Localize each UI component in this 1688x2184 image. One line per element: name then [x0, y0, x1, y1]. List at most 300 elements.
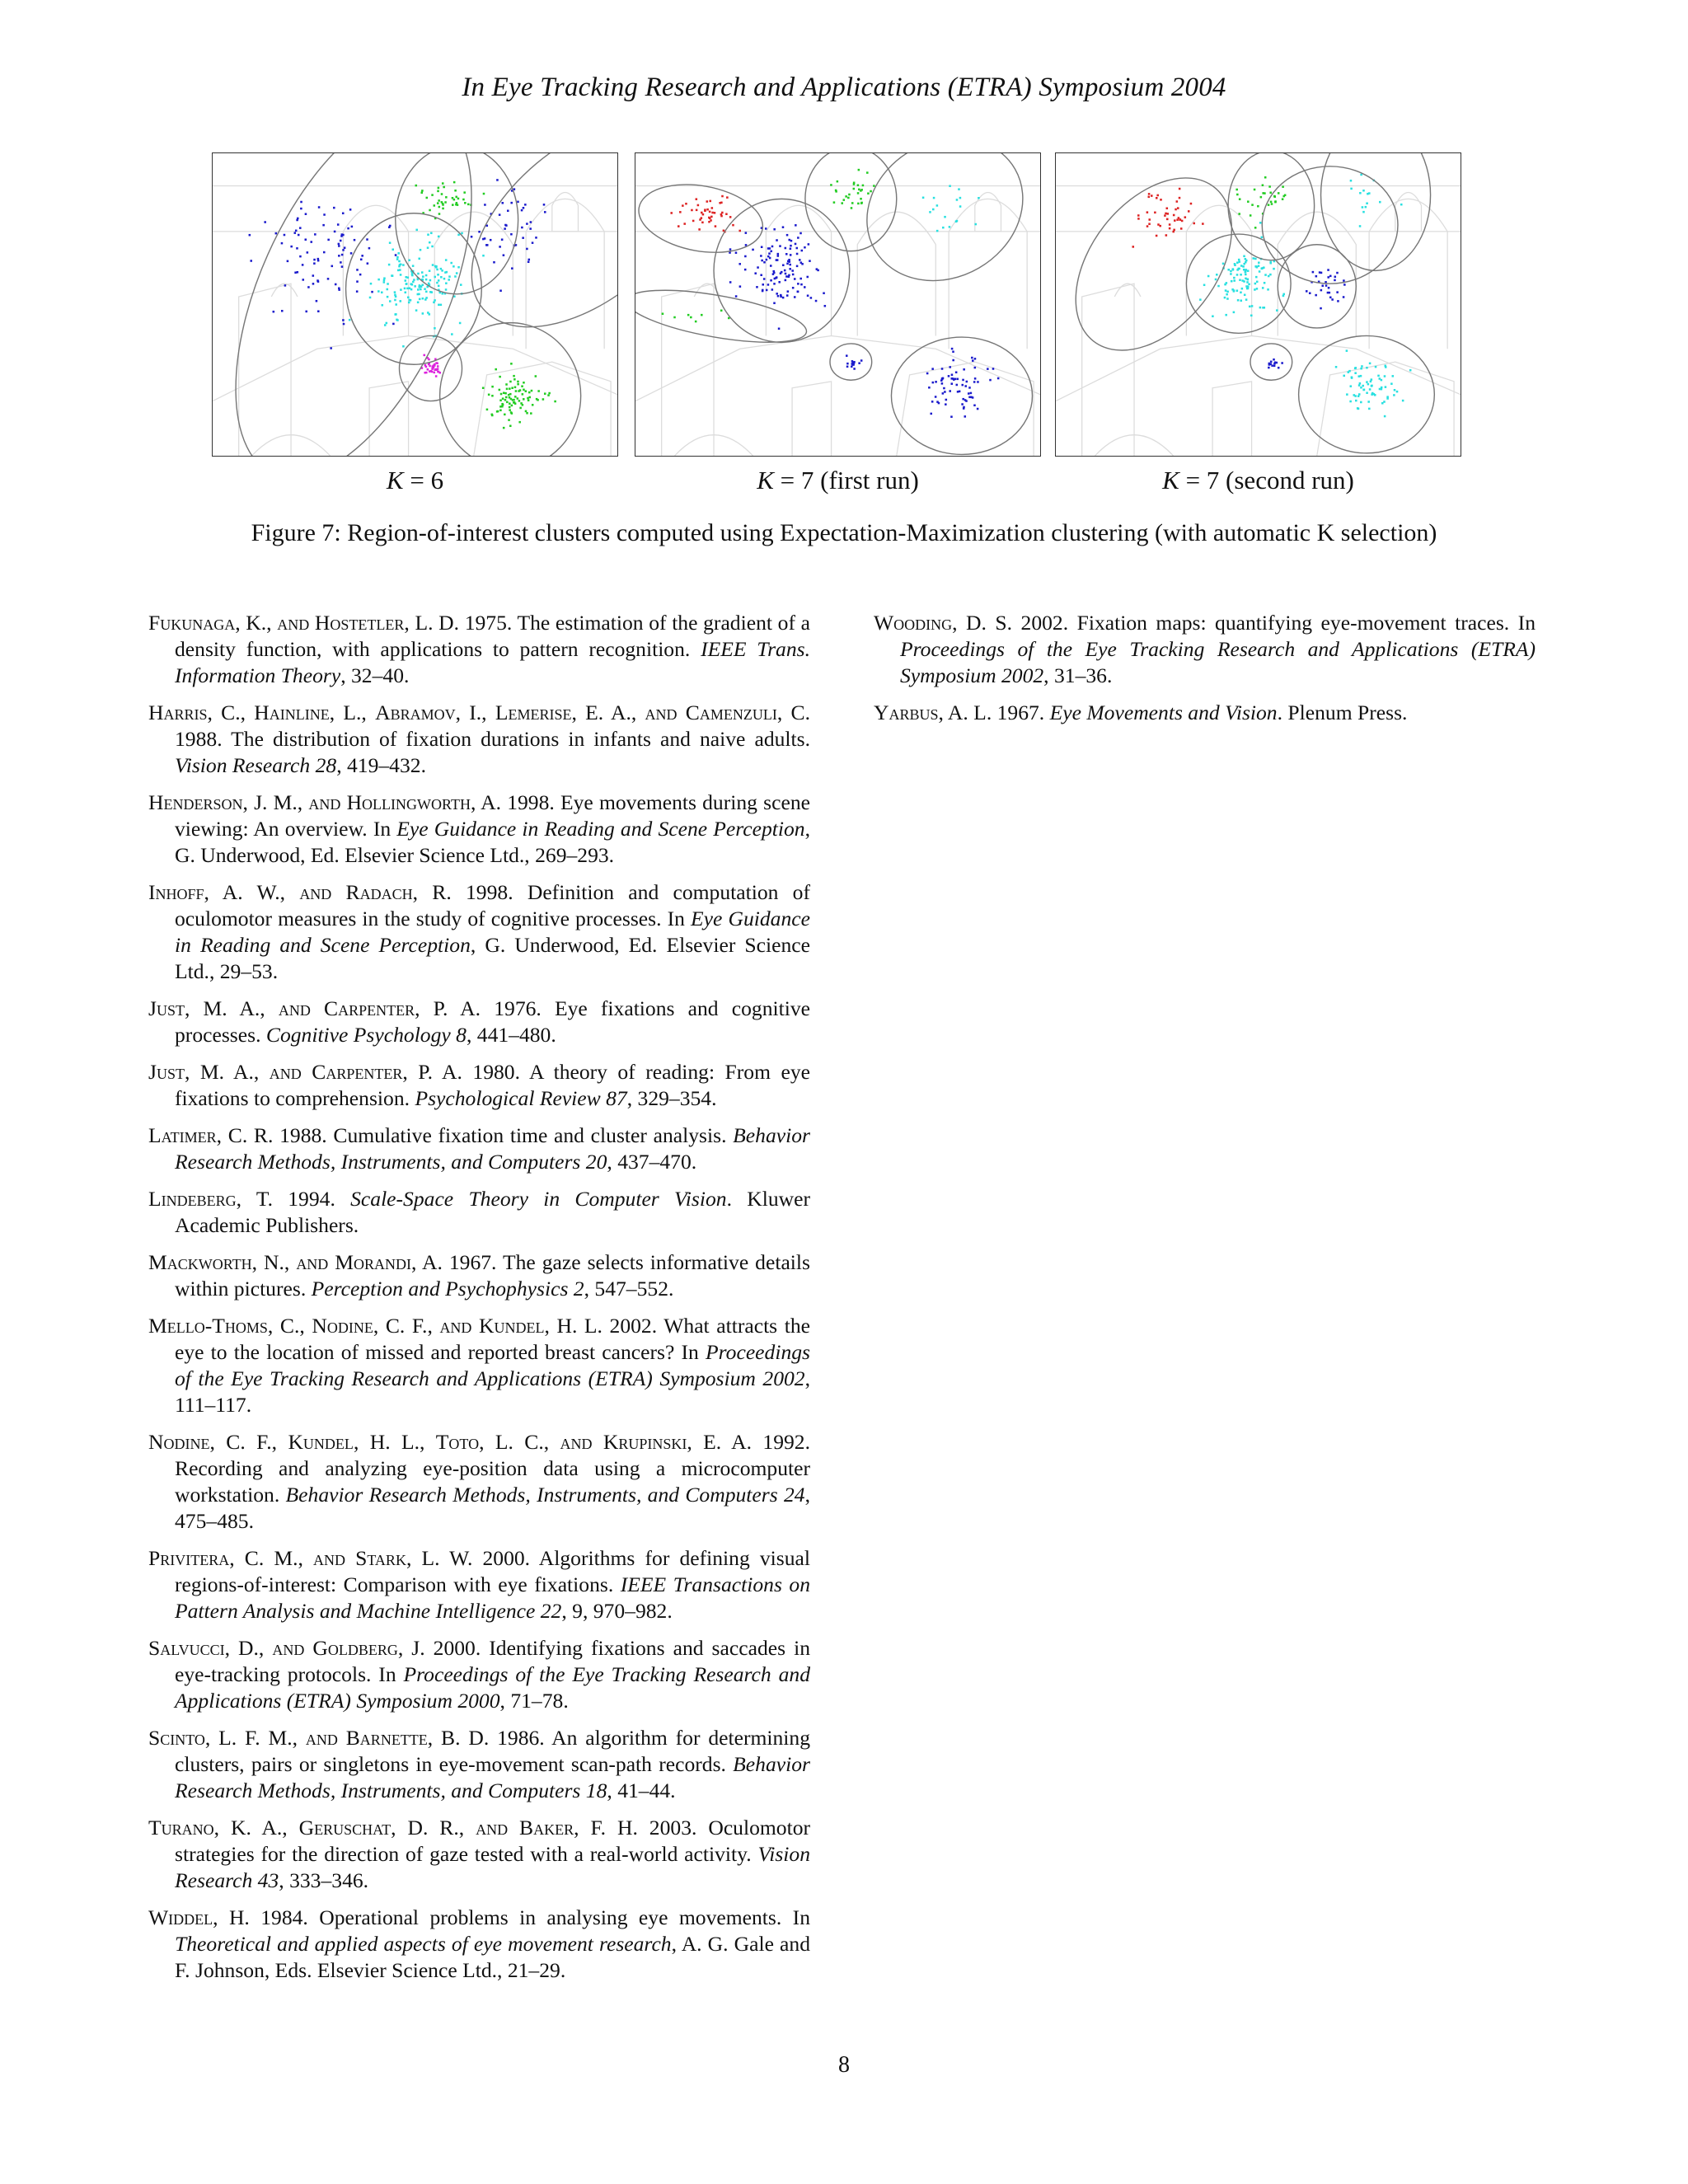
fixation-point	[1236, 194, 1239, 196]
scene-line	[792, 382, 832, 456]
fixation-point	[760, 255, 762, 257]
fixation-point	[281, 242, 284, 245]
fixation-point	[431, 371, 434, 373]
fixation-point	[1246, 281, 1249, 284]
fixation-point	[496, 179, 499, 181]
fixation-point	[525, 410, 528, 413]
reference-text: , D.,	[224, 1636, 273, 1660]
fixation-point	[503, 254, 505, 256]
fixation-point	[399, 300, 401, 302]
fixation-point	[1315, 275, 1318, 278]
fixation-point	[335, 284, 337, 286]
fixation-point	[697, 204, 700, 207]
figure-panel-k6	[212, 152, 618, 457]
fixation-point	[482, 255, 485, 257]
fixation-point	[726, 196, 729, 199]
fixation-point	[448, 279, 450, 281]
fixation-point	[815, 300, 818, 302]
fixation-point	[471, 236, 473, 238]
fixation-point	[853, 183, 856, 185]
reference-text: . Kluwer Academic Publishers.	[175, 1187, 810, 1237]
fixation-point	[662, 312, 664, 315]
fixation-point	[1360, 401, 1362, 404]
fixation-point	[451, 333, 453, 335]
reference-entry	[148, 879, 810, 985]
panel-caption-k6: K = 6	[386, 466, 444, 494]
fixation-point	[698, 228, 701, 231]
fixation-point	[313, 262, 316, 265]
scene-line	[213, 335, 617, 401]
reference-author: Lemerise	[495, 701, 572, 724]
fixation-point	[413, 279, 415, 281]
fixation-point	[1329, 275, 1332, 278]
fixation-point	[943, 387, 945, 390]
fixation-point	[273, 311, 275, 313]
fixation-point	[767, 255, 770, 258]
fixation-point	[963, 368, 965, 371]
fixation-point	[824, 305, 827, 307]
reference-entry	[148, 610, 810, 689]
reference-author: and Krupinski	[560, 1430, 687, 1454]
fixation-point	[411, 274, 414, 276]
fixation-point	[1379, 201, 1381, 204]
reference-entry	[148, 1313, 810, 1418]
fixation-point	[971, 357, 973, 359]
reference-text: , L. W. 2000. Algorithms for defining visual regions-of-interest: Comparison with eye fixations.	[175, 1546, 811, 1596]
fixation-point	[341, 233, 344, 236]
reference-text: , A. 1998. Eye movements during scene viewing: An overview. In	[175, 790, 810, 841]
fixation-point	[418, 258, 420, 260]
fixation-point	[438, 199, 440, 202]
fixation-point	[926, 373, 929, 375]
fixation-point	[1268, 367, 1270, 369]
fixation-point	[953, 378, 955, 381]
fixation-point	[1254, 258, 1257, 260]
fixation-point	[1247, 286, 1250, 288]
fixation-point	[788, 274, 790, 277]
fixation-point	[509, 406, 511, 409]
fixation-point	[389, 241, 392, 244]
fixation-point	[532, 241, 534, 244]
scene-background	[213, 186, 617, 456]
reference-entry	[148, 1186, 810, 1239]
reference-author: Widdel	[148, 1905, 213, 1929]
fixation-point	[776, 293, 778, 295]
fixation-point	[1359, 382, 1362, 385]
fixation-point	[462, 199, 465, 201]
fixation-point	[951, 373, 954, 376]
fixation-point	[504, 227, 506, 230]
fixation-point	[531, 390, 533, 392]
fixation-point	[738, 263, 741, 265]
fixation-point	[1359, 192, 1362, 194]
fixation-point	[711, 207, 714, 209]
fixation-point	[797, 283, 799, 285]
fixation-point	[936, 230, 939, 232]
fixation-point	[754, 272, 757, 274]
reference-text: , M. A.,	[184, 996, 279, 1020]
fixation-point	[394, 294, 396, 297]
fixation-point	[513, 375, 515, 377]
fixation-point	[1166, 213, 1169, 215]
fixation-point	[788, 260, 790, 263]
fixation-point	[484, 204, 486, 206]
fixation-point	[959, 391, 961, 393]
fixation-point	[789, 268, 791, 270]
fixation-point	[673, 316, 676, 319]
fixation-point	[493, 261, 495, 264]
fixation-point	[1273, 365, 1276, 368]
fixation-point	[956, 384, 959, 387]
fixation-point	[505, 224, 508, 227]
reference-text: , C. F.,	[373, 1314, 440, 1338]
fixation-point	[851, 366, 853, 368]
fixation-point	[436, 269, 438, 271]
fixation-point	[1254, 189, 1256, 191]
reference-author: Nodine	[148, 1430, 210, 1454]
fixation-point	[938, 402, 940, 405]
fixation-point	[250, 260, 252, 262]
fixation-point	[437, 190, 439, 193]
scene-line	[1369, 199, 1447, 349]
fixation-point	[1402, 400, 1404, 402]
fixation-point	[486, 244, 489, 246]
fixation-point	[804, 286, 806, 288]
reference-text: , R. 1998. Definition and computation of oculomotor measures in the study of cognitive processes. In	[175, 880, 811, 930]
fixation-point	[785, 273, 787, 275]
reference-author: Toto	[435, 1430, 480, 1454]
fixation-point	[544, 211, 546, 213]
fixation-point	[502, 202, 504, 204]
fixation-point	[495, 368, 497, 371]
reference-text: . Plenum Press.	[1277, 701, 1408, 724]
fixation-point	[305, 311, 307, 313]
fixation-point	[429, 291, 432, 293]
fixation-point	[422, 275, 424, 278]
fixation-point	[1384, 415, 1386, 418]
fixation-point	[349, 209, 352, 211]
fixation-point	[300, 208, 302, 210]
fixation-point	[1251, 204, 1254, 206]
fixation-point	[801, 250, 804, 252]
fixation-point	[1393, 394, 1395, 396]
fixation-point	[381, 304, 383, 307]
fixation-point	[1327, 269, 1329, 271]
fixation-point	[445, 288, 448, 291]
fixation-point	[415, 185, 418, 187]
fixation-point	[404, 288, 406, 290]
fixation-point	[1315, 294, 1317, 297]
fixation-point	[414, 285, 416, 288]
fixation-point	[435, 368, 438, 371]
fixation-point	[1328, 287, 1330, 289]
scene-line	[857, 212, 935, 335]
fixation-point	[725, 213, 728, 215]
fixation-point	[322, 224, 325, 227]
fixation-point	[955, 220, 958, 223]
fixation-point	[1227, 269, 1230, 271]
fixation-point	[427, 246, 429, 249]
fixation-point	[445, 282, 448, 284]
fixation-point	[434, 265, 437, 268]
fixation-point	[1241, 288, 1244, 290]
scene-line	[474, 362, 611, 456]
fixation-point	[496, 410, 499, 413]
reference-venue: Theoretical and applied aspects of eye movement research	[175, 1932, 672, 1956]
fixation-point	[964, 415, 967, 418]
reference-author: Latimer	[148, 1123, 217, 1147]
fixation-point	[952, 350, 954, 353]
fixation-point	[338, 255, 340, 257]
fixation-point	[789, 264, 791, 266]
fixation-point	[424, 298, 427, 301]
fixation-point	[959, 205, 962, 208]
fixation-point	[773, 302, 776, 304]
fixation-point	[1202, 223, 1204, 225]
fixation-point	[389, 225, 392, 227]
fixation-point	[763, 278, 766, 280]
reference-entry	[874, 610, 1536, 689]
fixation-point	[1343, 279, 1345, 282]
fixation-point	[1357, 395, 1360, 397]
fixation-point	[756, 286, 758, 288]
reference-text: , L. D. 1975. The estimation of the gradient of a density function, with applications to pattern recognition.	[175, 611, 810, 661]
reference-text: , 333–346.	[279, 1868, 369, 1892]
fixation-point	[1251, 305, 1254, 307]
fixation-point	[792, 274, 795, 276]
fixation-point	[1362, 206, 1364, 209]
fixation-point	[777, 255, 780, 257]
fixation-point	[787, 290, 790, 293]
fixation-point	[777, 253, 780, 255]
fixation-point	[958, 188, 960, 190]
fixation-point	[782, 297, 785, 299]
reference-author: and Stark	[313, 1546, 406, 1570]
reference-author: Inhoff	[148, 880, 204, 904]
reference-author: and Carpenter	[269, 1060, 403, 1084]
fixation-point	[440, 268, 443, 270]
fixation-point	[457, 266, 460, 269]
fixation-point	[1260, 196, 1263, 199]
fixation-point	[349, 319, 351, 321]
figure-panel-k7-first-run	[635, 152, 1041, 457]
fixation-point	[300, 201, 302, 204]
fixation-point	[1148, 223, 1151, 225]
fixation-point	[428, 313, 430, 316]
reference-venue: Vision Research 43	[175, 1842, 810, 1892]
fixation-point	[670, 212, 673, 214]
fixation-point	[843, 199, 846, 201]
fixation-point	[422, 298, 424, 300]
fixation-point	[438, 236, 440, 238]
fixation-point	[744, 269, 747, 271]
fixation-point	[780, 272, 782, 274]
fixation-point	[807, 294, 809, 297]
fixation-point	[1370, 381, 1372, 383]
panel-plot	[1056, 153, 1461, 456]
fixation-point	[522, 404, 524, 406]
fixation-point	[962, 398, 964, 401]
fixation-point	[1238, 260, 1240, 263]
fixation-point	[503, 427, 505, 429]
fixation-point	[337, 223, 340, 226]
fixation-point	[777, 295, 780, 298]
fixation-point	[997, 377, 1000, 380]
fixation-point	[305, 213, 307, 215]
fixation-point	[941, 382, 944, 385]
fixation-point	[989, 379, 992, 382]
fixation-point	[518, 421, 521, 424]
fixation-point	[467, 204, 470, 206]
reference-author: Kundel	[288, 1430, 354, 1454]
fixation-point	[1271, 364, 1273, 367]
reference-text: , F. H. 2003. Oculomotor strategies for the direction of gaze tested with a real-world activity.	[175, 1816, 811, 1866]
fixation-point	[294, 271, 297, 274]
fixation-point	[509, 396, 511, 399]
fixation-point	[949, 185, 951, 187]
fixation-point	[513, 378, 516, 381]
fixation-point	[1236, 189, 1238, 191]
fixation-point	[389, 300, 392, 302]
reference-text: , A. 1967. The gaze selects informative details within pictures.	[175, 1250, 810, 1301]
fixation-point	[770, 251, 772, 253]
fixation-point	[438, 304, 440, 307]
fixation-point	[1156, 194, 1159, 197]
fixation-point	[434, 204, 436, 207]
fixation-point	[510, 363, 513, 365]
fixation-point	[1244, 294, 1246, 297]
scene-line	[766, 205, 831, 335]
fixation-point	[409, 287, 411, 289]
fixation-point	[678, 225, 680, 227]
fixation-point	[509, 387, 511, 390]
fixation-point	[1263, 266, 1265, 269]
fixation-point	[785, 275, 788, 278]
running-head: In Eye Tracking Research and Applications (ETRA) Symposium 2004	[462, 73, 1226, 102]
fixation-point	[410, 299, 412, 302]
fixation-point	[316, 300, 318, 302]
fixation-point	[523, 382, 525, 384]
fixation-point	[437, 371, 439, 373]
fixation-point	[499, 246, 501, 248]
fixation-point	[823, 292, 825, 294]
fixation-point	[249, 234, 251, 237]
fixation-point	[851, 363, 854, 366]
fixation-point	[795, 224, 797, 227]
fixation-point	[1176, 218, 1179, 221]
fixation-point	[735, 295, 738, 298]
fixation-point	[1377, 375, 1380, 377]
fixation-point	[407, 276, 410, 279]
fixation-point	[508, 419, 510, 421]
fixation-point	[482, 387, 485, 389]
reference-text: , I.,	[455, 701, 495, 724]
fixation-point	[521, 385, 523, 387]
fixation-point	[298, 234, 300, 237]
fixation-point	[420, 192, 423, 194]
fixation-point	[845, 195, 847, 198]
fixation-point	[1346, 349, 1348, 352]
fixation-point	[512, 399, 514, 401]
fixation-point	[851, 207, 853, 209]
cluster-ellipse	[213, 153, 520, 456]
fixation-point	[1360, 375, 1362, 377]
reference-text: , A. G. Gale and F. Johnson, Eds. Elsevier Science Ltd., 21–29.	[175, 1932, 811, 1982]
cluster-points	[670, 195, 741, 233]
fixation-point	[338, 287, 340, 289]
fixation-point	[446, 271, 448, 274]
fixation-point	[532, 404, 534, 406]
fixation-point	[1180, 227, 1183, 230]
fixation-point	[421, 190, 424, 192]
fixation-point	[354, 239, 356, 241]
fixation-point	[515, 390, 518, 392]
fixation-point	[411, 284, 414, 286]
reference-author: and Radach	[299, 880, 413, 904]
scene-background	[1056, 186, 1461, 456]
fixation-point	[299, 227, 302, 229]
reference-venue: Perception and Psychophysics 2	[311, 1277, 584, 1301]
fixation-point	[507, 209, 509, 212]
reference-venue: Eye Guidance in Reading and Scene Perception	[175, 907, 810, 957]
reference-text: , M. A.,	[184, 1060, 270, 1084]
reference-text: , G. Underwood, Ed. Elsevier Science Ltd., 269–293.	[175, 817, 811, 867]
reference-entry	[148, 790, 810, 869]
fixation-point	[1350, 180, 1353, 182]
fixation-point	[396, 319, 399, 321]
fixation-point	[949, 226, 951, 228]
fixation-point	[1226, 293, 1228, 296]
fixation-point	[1176, 200, 1179, 203]
fixation-point	[459, 322, 462, 325]
fixation-point	[945, 399, 948, 401]
fixation-point	[509, 381, 512, 383]
fixation-point	[442, 182, 444, 185]
fixation-point	[1282, 185, 1284, 188]
reference-venue: Proceedings of the Eye Tracking Research and Applications (ETRA) Symposium 2002	[900, 637, 1536, 687]
fixation-point	[510, 233, 513, 236]
fixation-point	[804, 246, 806, 249]
fixation-point	[441, 193, 443, 195]
fixation-point	[1172, 231, 1175, 233]
reference-text: , D. R.,	[391, 1816, 476, 1840]
cluster-points	[1306, 269, 1346, 309]
fixation-point	[1334, 279, 1336, 282]
fixation-point	[396, 258, 399, 260]
fixation-point	[942, 377, 945, 380]
fixation-point	[343, 323, 345, 326]
fixation-point	[1137, 218, 1140, 220]
fixation-point	[866, 171, 869, 174]
fixation-point	[425, 274, 428, 277]
fixation-point	[873, 185, 875, 187]
fixation-point	[949, 390, 951, 392]
fixation-point	[421, 271, 424, 274]
fixation-point	[1350, 188, 1353, 190]
fixation-point	[1173, 214, 1175, 217]
fixation-point	[452, 197, 454, 199]
fixation-point	[1325, 284, 1328, 287]
fixation-point	[932, 209, 935, 211]
fixation-point	[509, 402, 511, 405]
fixation-point	[1226, 298, 1229, 300]
reference-author: Just	[148, 1060, 185, 1084]
fixation-point	[830, 184, 832, 186]
reference-venue: Cognitive Psychology 8	[265, 1023, 467, 1047]
fixation-point	[504, 414, 506, 416]
fixation-point	[284, 234, 286, 237]
fixation-point	[366, 238, 368, 241]
